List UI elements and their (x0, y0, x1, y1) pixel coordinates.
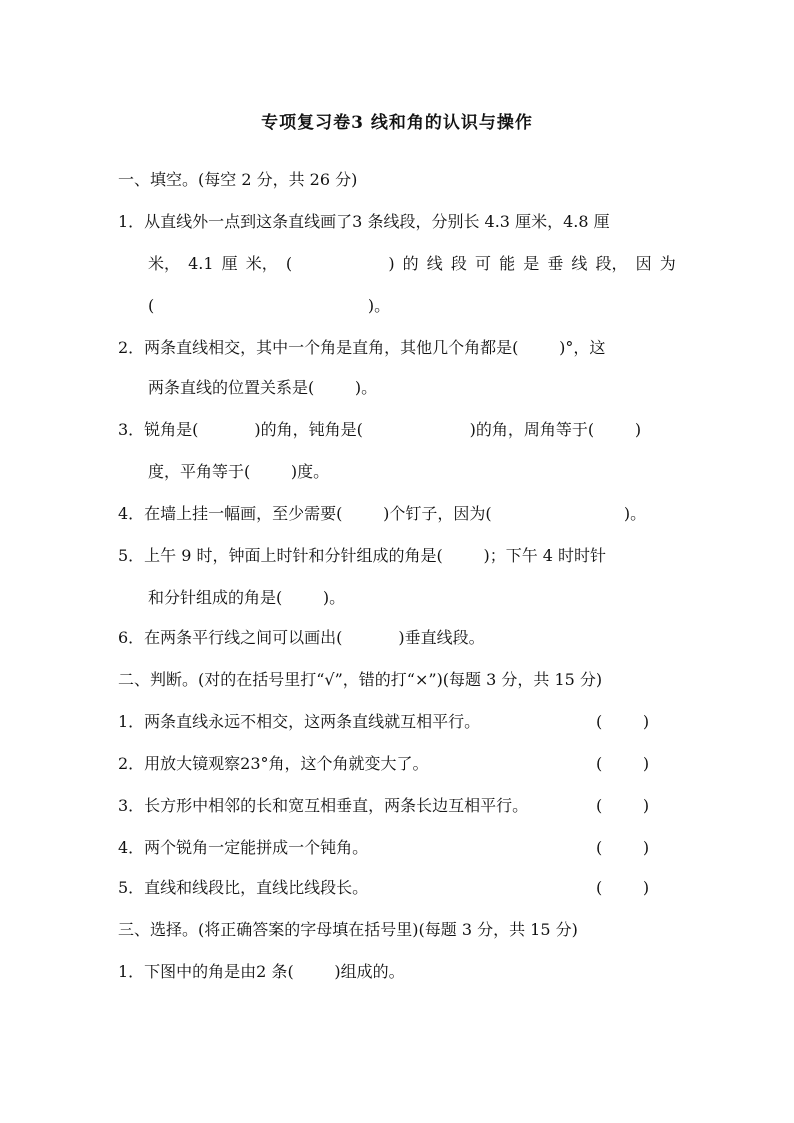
text-fragment: 米， (148, 254, 181, 273)
question-1-1-line-1: 1．从直线外一点到这条直线画了3 条线段，分别长 4.3 厘米，4.8 厘 (118, 212, 610, 231)
question-1-1-line-3: ( )。 (148, 296, 391, 315)
answer-blank: ( ) (596, 878, 650, 897)
section-3-heading: 三、选择。(将正确答案的字母填在括号里)(每题 3 分，共 15 分) (118, 920, 578, 939)
text-fragment: 厘 (221, 254, 238, 273)
text-fragment: 的 (402, 254, 419, 273)
question-1-5-line-2: 和分针组成的角是( )。 (148, 588, 346, 607)
answer-blank: ( ) (596, 796, 650, 815)
text-fragment: 线 (426, 254, 443, 273)
judgement-item-2: 2．用放大镜观察23°角，这个角就变大了。 (118, 754, 429, 773)
answer-blank: ( ) (596, 712, 650, 731)
question-1-3-line-1: 3．锐角是( )的角，钝角是( )的角，周角等于( ) (118, 420, 642, 439)
text-fragment: 线 (571, 254, 588, 273)
text-fragment: 米， (245, 254, 278, 273)
text-fragment: 能 (499, 254, 516, 273)
question-1-2-line-2: 两条直线的位置关系是( )。 (148, 378, 378, 397)
choice-question-1: 1．下图中的角是由2 条( )组成的。 (118, 962, 405, 981)
text-fragment: 为 (659, 254, 676, 273)
text-fragment: 4.1 (188, 254, 214, 273)
text-fragment: 因 (635, 254, 652, 273)
text-fragment: 垂 (547, 254, 564, 273)
question-1-5-line-1: 5．上午 9 时，钟面上时针和分针组成的角是( )；下午 4 时时针 (118, 546, 607, 565)
judgement-item-3: 3．长方形中相邻的长和宽互相垂直，两条长边互相平行。 (118, 796, 529, 815)
question-1-6: 6．在两条平行线之间可以画出( )垂直线段。 (118, 628, 485, 647)
question-1-2-line-1: 2．两条直线相交，其中一个角是直角，其他几个角都是( )°，这 (118, 338, 606, 357)
text-fragment: 是 (523, 254, 540, 273)
question-1-3-line-2: 度，平角等于( )度。 (148, 462, 330, 481)
section-1-heading: 一、填空。(每空 2 分，共 26 分) (118, 170, 358, 189)
answer-blank: ( ) (596, 838, 650, 857)
judgement-item-1: 1．两条直线永远不相交，这两条直线就互相平行。 (118, 712, 481, 731)
text-fragment: 段， (595, 254, 628, 273)
text-fragment: ( (285, 254, 293, 273)
page-title: 专项复习卷3 线和角的认识与操作 (261, 113, 533, 133)
text-fragment: 可 (474, 254, 491, 273)
question-1-4: 4．在墙上挂一幅画，至少需要( )个钉子，因为( )。 (118, 504, 647, 523)
section-2-heading: 二、判断。(对的在括号里打“√”，错的打“×”)(每题 3 分，共 15 分) (118, 670, 603, 689)
judgement-item-5: 5．直线和线段比，直线比线段长。 (118, 878, 369, 897)
question-1-1-line-2 (148, 254, 676, 274)
answer-blank: ( ) (596, 754, 650, 773)
text-fragment: ) (388, 254, 395, 273)
judgement-item-4: 4．两个锐角一定能拼成一个钝角。 (118, 838, 369, 857)
text-fragment: 段 (450, 254, 467, 273)
answer-blank (300, 254, 380, 274)
